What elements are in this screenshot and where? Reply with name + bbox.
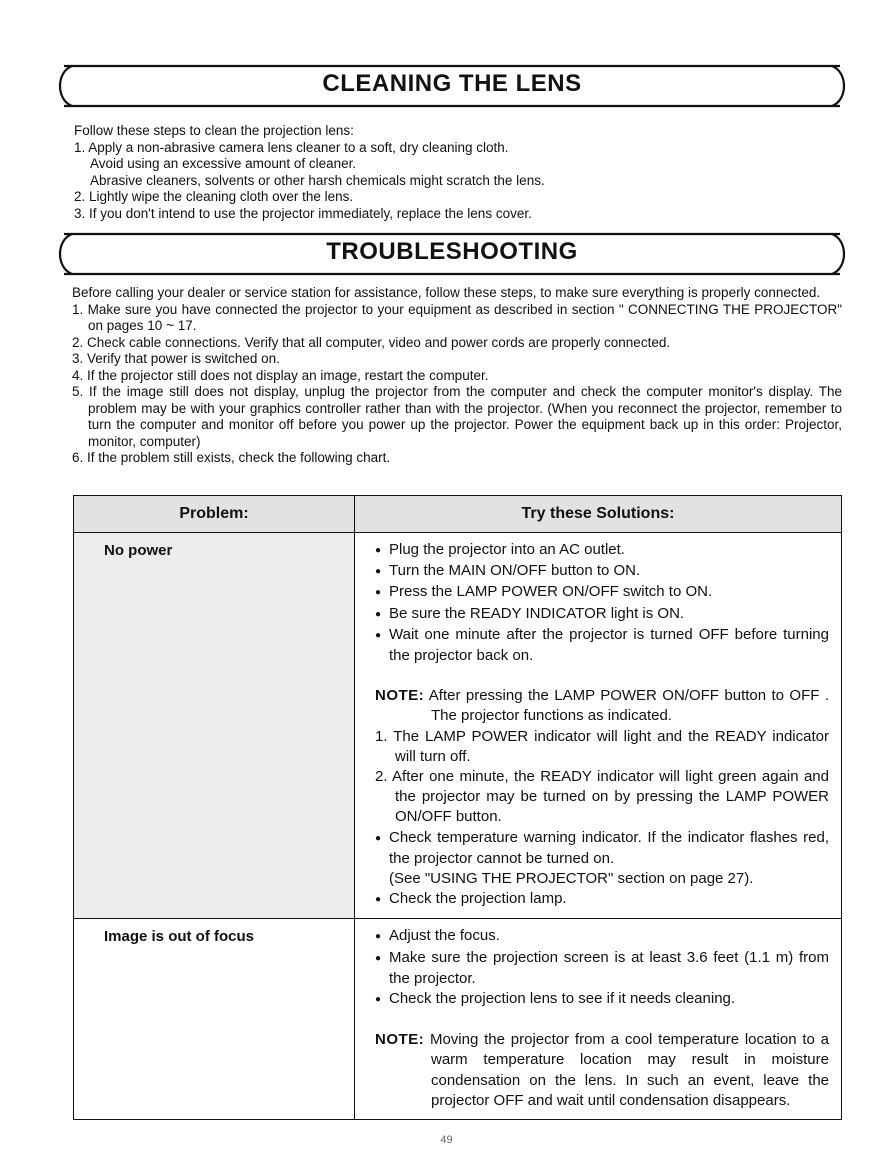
table-row xyxy=(74,533,842,919)
troubleshooting-step-5: 5. If the image still does not display, unplug the projector from the computer and check the computer monitor's display. The problem may be with your graphics controller rather than with the projector. (When you reconnect the projector, remember to turn the computer and monitor off before you power up the projector. Power the equipment back up in this order: Projector, monitor, computer) xyxy=(72,384,842,449)
troubleshooting-step-6: 6. If the problem still exists, check the following chart. xyxy=(72,450,391,465)
note-text: Moving the projector from a cool temperature location to a warm temperature location may result in moisture condensation on the lens. In such an event, leave the projector OFF and wait until condensation disappears. xyxy=(429,1031,829,1109)
see-reference: (See "USING THE PROJECTOR" section on page 27). xyxy=(389,870,754,888)
solutions-out-of-focus xyxy=(355,919,842,1120)
troubleshooting-section-banner xyxy=(54,232,850,276)
cleaning-step-3: 3. If you don't intend to use the projector immediately, replace the lens cover. xyxy=(74,205,532,221)
troubleshooting-step-2: 2. Check cable connections. Verify that all computer, video and power cords are properly connected. xyxy=(72,334,671,350)
troubleshooting-step-3: 3. Verify that power is switched on. xyxy=(72,351,280,366)
troubleshooting-instructions xyxy=(72,285,842,467)
problem-no-power: No power xyxy=(74,533,355,919)
solution-bullet: ● Wait one minute after the projector is turned OFF before turning the projector back on. xyxy=(375,625,829,666)
cleaning-step-1: 1. Apply a non-abrasive camera lens cleaner to a soft, dry cleaning cloth. xyxy=(74,139,509,155)
cleaning-step-2: 2. Lightly wipe the cleaning cloth over the lens. xyxy=(74,189,354,204)
problem-out-of-focus: Image is out of focus xyxy=(74,919,355,1120)
troubleshooting-step-4: 4. If the projector still does not display an image, restart the computer. xyxy=(72,367,489,383)
troubleshooting-step-1: 1. Make sure you have connected the projector to your equipment as described in section " CONNECTING THE PROJECTOR" on pages 10 ~ 17. xyxy=(72,301,842,333)
cleaning-section-banner xyxy=(54,64,850,108)
solution-bullet: ● Adjust the focus. xyxy=(375,926,829,947)
note-item: 1. The LAMP POWER indicator will light and the READY indicator will turn off. xyxy=(375,727,829,765)
table-row xyxy=(74,919,842,1120)
solution-bullet: ● Press the LAMP POWER ON/OFF switch to ON. xyxy=(375,582,829,603)
cleaning-step-1-line-3: Abrasive cleaners, solvents or other harsh chemicals might scratch the lens. xyxy=(90,172,545,188)
cleaning-step-1-line-2: Avoid using an excessive amount of cleaner. xyxy=(90,156,357,171)
solution-note xyxy=(375,1030,829,1111)
chart-header-row xyxy=(74,496,842,533)
solution-bullet: ● Check the projection lens to see if it needs cleaning. xyxy=(375,989,829,1010)
troubleshooting-title: TROUBLESHOOTING xyxy=(326,238,578,265)
cleaning-instructions xyxy=(74,123,844,222)
solution-bullet: ● Turn the MAIN ON/OFF button to ON. xyxy=(375,561,829,582)
solutions-column-header: Try these Solutions: xyxy=(355,496,842,533)
page-number: 49 xyxy=(440,1134,453,1146)
solution-bullet: ● Make sure the projection screen is at least 3.6 feet (1.1 m) from the projector. xyxy=(375,948,829,989)
solution-bullet: ● Check temperature warning indicator. If the indicator flashes red, the projector cannot be turned on. xyxy=(375,828,829,869)
note-label: NOTE: xyxy=(375,1031,425,1049)
solution-bullet: ● Be sure the READY INDICATOR light is ON. xyxy=(375,604,829,625)
cleaning-intro: Follow these steps to clean the projection lens: xyxy=(74,123,354,138)
solution-note xyxy=(375,686,829,726)
cleaning-title: CLEANING THE LENS xyxy=(322,70,582,97)
note-label: NOTE: xyxy=(375,687,425,705)
solution-bullet: ● Check the projection lamp. xyxy=(375,889,829,910)
solution-bullet: ● Plug the projector into an AC outlet. xyxy=(375,540,829,561)
solutions-no-power xyxy=(355,533,842,919)
problem-column-header: Problem: xyxy=(74,496,355,533)
note-item: 2. After one minute, the READY indicator will light green again and the projector may be turned on by pressing the LAMP POWER ON/OFF button. xyxy=(375,768,829,826)
note-text: After pressing the LAMP POWER ON/OFF button to OFF . The projector functions as indicated. xyxy=(428,687,829,725)
troubleshooting-intro: Before calling your dealer or service station for assistance, follow these steps, to make sure everything is properly connected. xyxy=(72,285,821,300)
troubleshooting-chart xyxy=(73,495,842,1120)
